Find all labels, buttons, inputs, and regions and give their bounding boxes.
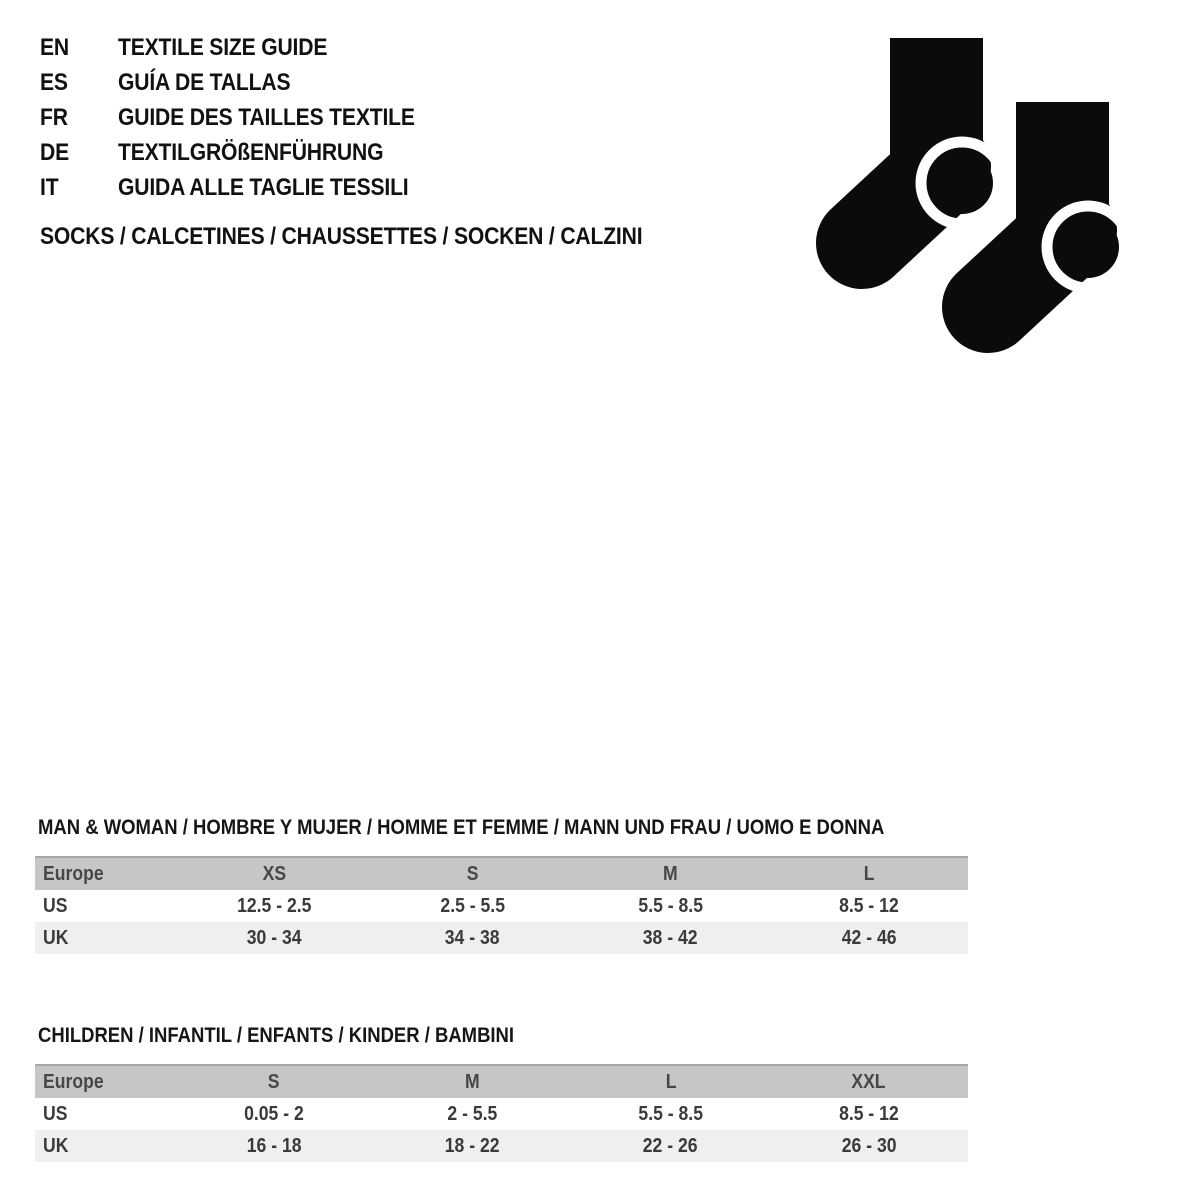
lang-line-it <box>40 170 455 205</box>
lang-title: TEXTILE SIZE GUIDE <box>118 34 328 61</box>
row-label: UK <box>43 927 69 949</box>
row-label: US <box>43 895 68 917</box>
column-header-size: M <box>663 863 678 885</box>
table-row-uk <box>35 922 968 954</box>
lang-title: GUIDE DES TAILLES TEXTILE <box>118 104 415 131</box>
size-cell: 2 - 5.5 <box>447 1103 498 1125</box>
size-cell: 2.5 - 5.5 <box>440 895 505 917</box>
lang-line-es <box>40 65 455 100</box>
lang-line-en <box>40 30 455 65</box>
size-cell: 18 - 22 <box>444 1135 500 1157</box>
column-header-size: L <box>863 863 875 885</box>
lang-code: FR <box>40 104 68 131</box>
size-cell: 5.5 - 8.5 <box>638 895 703 917</box>
table-row-uk <box>35 1130 968 1162</box>
size-cell: 8.5 - 12 <box>839 895 899 917</box>
size-table <box>35 1064 968 1162</box>
lang-code: EN <box>40 34 69 61</box>
size-cell: 12.5 - 2.5 <box>236 895 312 917</box>
size-cell: 8.5 - 12 <box>839 1103 899 1125</box>
lang-line-de <box>40 135 455 170</box>
column-header-region: Europe <box>43 863 104 885</box>
table-title: CHILDREN / INFANTIL / ENFANTS / KINDER / BAMBINI <box>38 1024 515 1047</box>
table-header-row <box>35 1064 968 1098</box>
sock-left-shape <box>862 38 1003 243</box>
category-line: SOCKS / CALCETINES / CHAUSSETTES / SOCKEN / CALZINI <box>40 223 643 250</box>
column-header-size: L <box>665 1071 677 1093</box>
row-label: UK <box>43 1135 69 1157</box>
lang-code: DE <box>40 139 69 166</box>
size-table <box>35 856 968 954</box>
column-header-size: M <box>465 1071 480 1093</box>
language-title-block <box>40 30 455 205</box>
column-header-size: XXL <box>851 1071 886 1093</box>
column-header-size: S <box>466 863 479 885</box>
size-cell: 26 - 30 <box>841 1135 897 1157</box>
table-header-row <box>35 856 968 890</box>
size-table-children <box>35 1024 968 1162</box>
table-title: MAN & WOMAN / HOMBRE Y MUJER / HOMME ET FEMME / MANN UND FRAU / UOMO E DONNA <box>38 816 885 839</box>
size-cell: 42 - 46 <box>841 927 897 949</box>
column-header-size: S <box>268 1071 280 1093</box>
size-cell: 0.05 - 2 <box>244 1103 304 1125</box>
lang-title: GUIDA ALLE TAGLIE TESSILI <box>118 174 409 201</box>
size-cell: 34 - 38 <box>444 927 500 949</box>
size-cell: 38 - 42 <box>643 927 699 949</box>
lang-title: GUÍA DE TALLAS <box>118 69 291 96</box>
lang-code: IT <box>40 174 59 201</box>
lang-code: ES <box>40 69 68 96</box>
socks-icon <box>790 10 1150 380</box>
size-cell: 5.5 - 8.5 <box>638 1103 703 1125</box>
size-cell: 30 - 34 <box>246 927 302 949</box>
table-row-us <box>35 1098 968 1130</box>
lang-title: TEXTILGRÖßENFÜHRUNG <box>118 139 384 166</box>
size-cell: 22 - 26 <box>643 1135 699 1157</box>
size-table-men-women <box>35 816 968 954</box>
table-row-us <box>35 890 968 922</box>
sock-right-shape <box>988 102 1129 307</box>
column-header-size: XS <box>262 863 286 885</box>
column-header-region: Europe <box>43 1071 104 1093</box>
lang-line-fr <box>40 100 455 135</box>
size-cell: 16 - 18 <box>246 1135 302 1157</box>
row-label: US <box>43 1103 68 1125</box>
